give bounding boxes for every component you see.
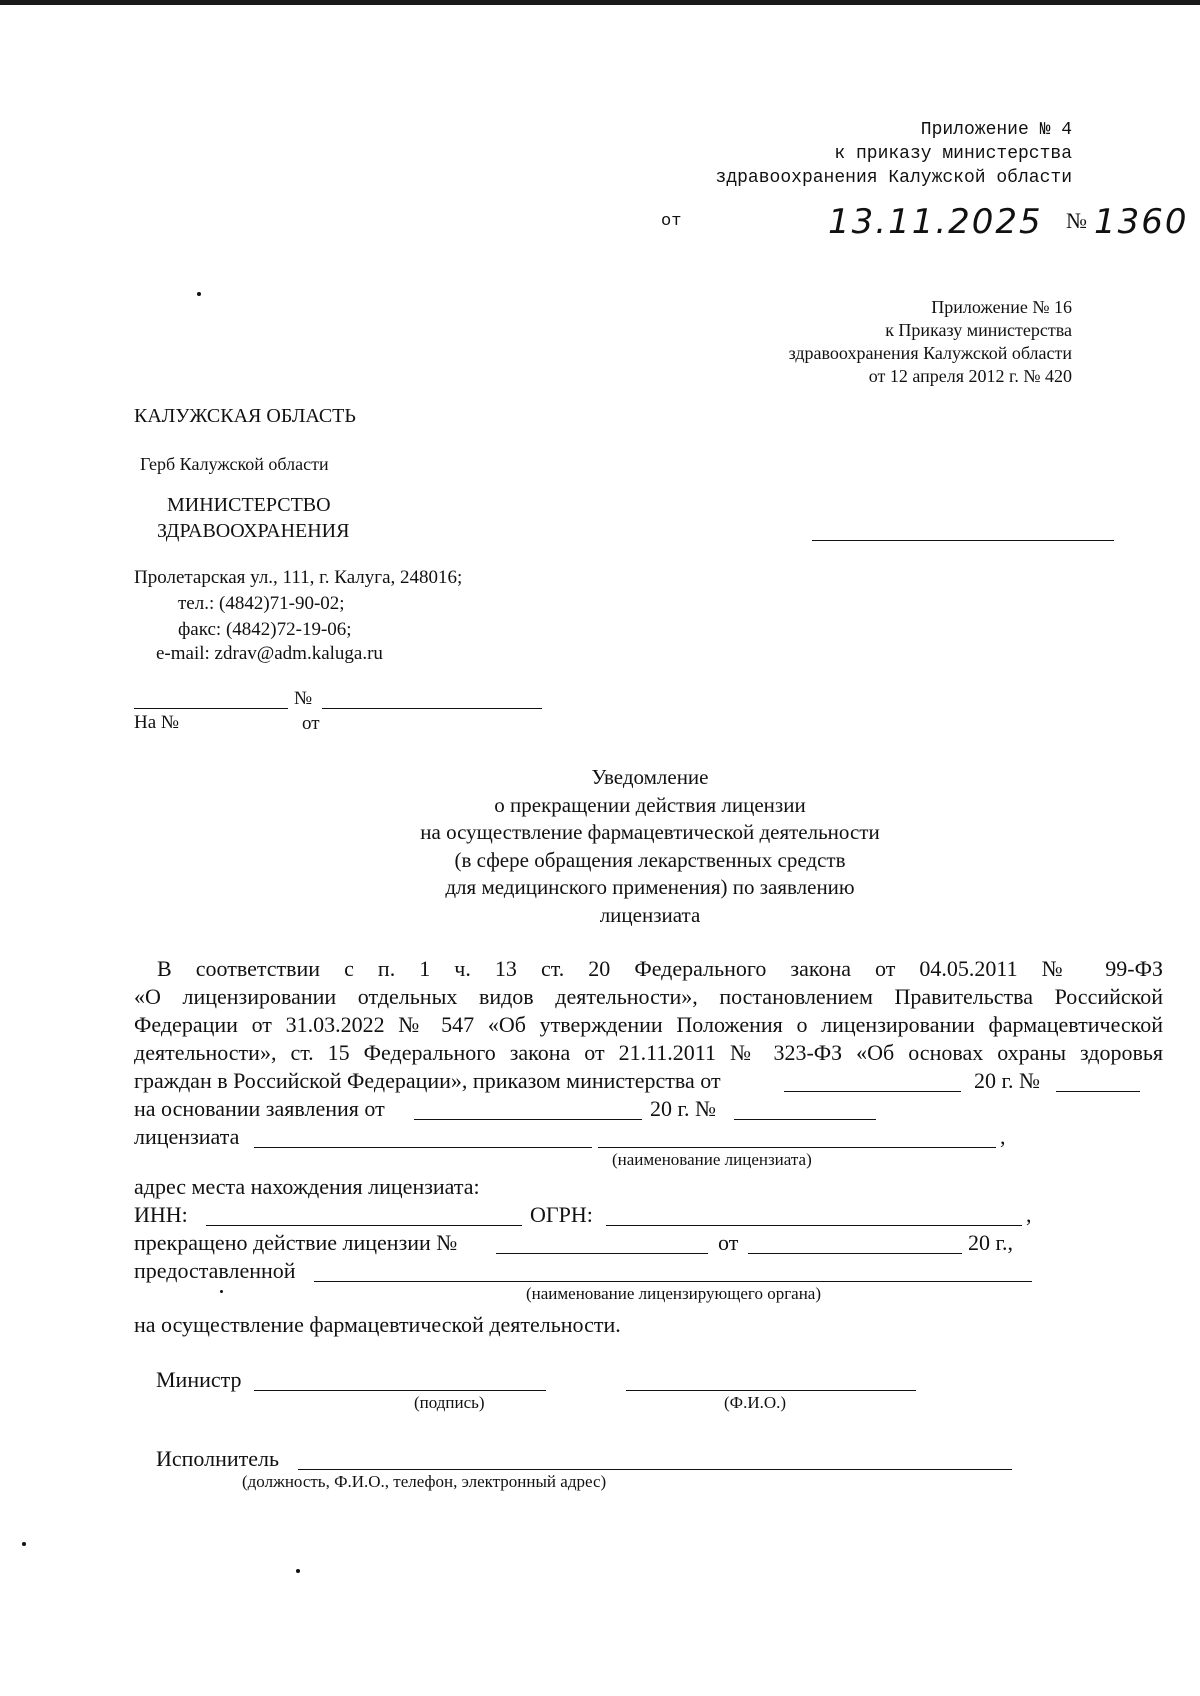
authority-line (314, 1281, 1032, 1282)
order-date-line (784, 1091, 961, 1092)
handwritten-date: 13.11.2025 (828, 202, 1043, 242)
appendix-4-line3: здравоохранения Калужской области (715, 168, 1072, 188)
final-line: на осуществление фармацевтической деятельности. (134, 1312, 621, 1337)
scan-speck (220, 1290, 223, 1293)
scan-speck (22, 1542, 26, 1546)
appendix-4-line2: к приказу министерства (834, 144, 1072, 164)
ministry-phone: тел.: (4842)71-90-02; (178, 593, 345, 614)
addressee-line (812, 540, 1114, 541)
license-year: 20 г., (968, 1230, 1014, 1255)
body-line-6: на основании заявления от (134, 1096, 385, 1121)
minister-signature-line (254, 1390, 546, 1391)
ogrn-comma: , (1026, 1202, 1032, 1227)
body-line-3: Федерации от 31.03.2022 № 547 «Об утверждении Положения о лицензировании фармацевтической (134, 1012, 1163, 1037)
appendix-16-line4: от 12 апреля 2012 г. № 420 (868, 366, 1072, 386)
title-line2: о прекращении действия лицензии (494, 792, 806, 817)
ministry-name-line1: МИНИСТЕРСТВО (167, 494, 331, 516)
title-line5: для медицинского применения) по заявлению (445, 875, 855, 899)
body-line-2: «О лицензировании отдельных видов деятельности», постановлением Правительства Российской (134, 984, 1163, 1009)
handwritten-number: 1360 (1094, 202, 1189, 242)
application-number-line (734, 1119, 876, 1120)
appendix-4-from-label: от (661, 212, 682, 231)
body-line-1: В соответствии с п. 1 ч. 13 ст. 20 Федерального закона от 04.05.2011 № 99-ФЗ (157, 956, 1163, 981)
body-line-4: деятельности», ст. 15 Федерального закона от 21.11.2011 № 323-ФЗ «Об основах охраны здоровья (134, 1040, 1163, 1065)
licensee-comma: , (1000, 1124, 1006, 1149)
address-label: адрес места нахождения лицензиата: (134, 1174, 480, 1199)
application-date-line (414, 1119, 642, 1120)
title-line4: (в сфере обращения лекарственных средств (454, 847, 846, 872)
title-line1: Уведомление (591, 765, 709, 789)
outgoing-number-sign: № (294, 688, 313, 709)
minister-label: Министр (156, 1367, 242, 1392)
executor-caption: (должность, Ф.И.О., телефон, электронный адрес) (242, 1472, 607, 1491)
order-number-line (1056, 1091, 1140, 1092)
scan-top-edge (0, 0, 1200, 5)
reply-to-number: На № (134, 712, 180, 733)
name-caption: (Ф.И.О.) (724, 1393, 787, 1412)
inn-label: ИНН: (134, 1202, 188, 1227)
appendix-16-line2: к Приказу министерства (885, 320, 1072, 340)
licensee-caption: (наименование лицензиата) (612, 1150, 812, 1169)
application-year-number: 20 г. № (650, 1096, 717, 1121)
body-line-7: лицензиата (134, 1124, 240, 1149)
appendix-16-line1: Приложение № 16 (931, 297, 1072, 317)
ministry-email: e-mail: zdrav@adm.kaluga.ru (156, 643, 383, 664)
executor-label: Исполнитель (156, 1446, 280, 1471)
outgoing-date-line (134, 708, 288, 709)
ogrn-line (606, 1225, 1022, 1226)
minister-name-line (626, 1390, 916, 1391)
appendix-16-line3: здравоохранения Калужской области (788, 343, 1072, 363)
appendix-16-block (789, 296, 1072, 388)
licensee-line-a (254, 1147, 592, 1148)
license-number-line (496, 1253, 708, 1254)
inn-line (206, 1225, 522, 1226)
executor-line (298, 1469, 1012, 1470)
body-line-5: граждан в Российской Федерации», приказом министерства от (134, 1068, 721, 1093)
licensee-line-b (598, 1147, 996, 1148)
appendix-4-number-label: № (1066, 208, 1087, 233)
granted-label: предоставленной (134, 1258, 296, 1283)
region-name: КАЛУЖСКАЯ ОБЛАСТЬ (134, 405, 356, 427)
license-from-label: от (718, 1230, 739, 1255)
scan-speck (296, 1569, 300, 1573)
appendix-4-block (716, 118, 1072, 190)
ministry-fax: факс: (4842)72-19-06; (178, 619, 352, 640)
reply-from-label: от (302, 713, 320, 734)
outgoing-number-line (322, 708, 542, 709)
order-year-number: 20 г. № (974, 1068, 1041, 1093)
signature-caption: (подпись) (414, 1393, 485, 1412)
authority-caption: (наименование лицензирующего органа) (526, 1284, 822, 1303)
terminated-label: прекращено действие лицензии № (134, 1230, 458, 1255)
ogrn-label: ОГРН: (530, 1202, 593, 1227)
ministry-address: Пролетарская ул., 111, г. Калуга, 248016; (134, 567, 463, 588)
ministry-name-line2: ЗДРАВООХРАНЕНИЯ (157, 520, 350, 542)
license-date-line (748, 1253, 962, 1254)
appendix-4-line1: Приложение № 4 (920, 120, 1072, 140)
title-line6: лицензиата (599, 902, 701, 927)
title-line3: на осуществление фармацевтической деятельности (420, 820, 880, 844)
notice-title (200, 764, 1100, 929)
coat-of-arms-placeholder: Герб Калужской области (140, 454, 329, 474)
scan-speck (197, 292, 201, 296)
